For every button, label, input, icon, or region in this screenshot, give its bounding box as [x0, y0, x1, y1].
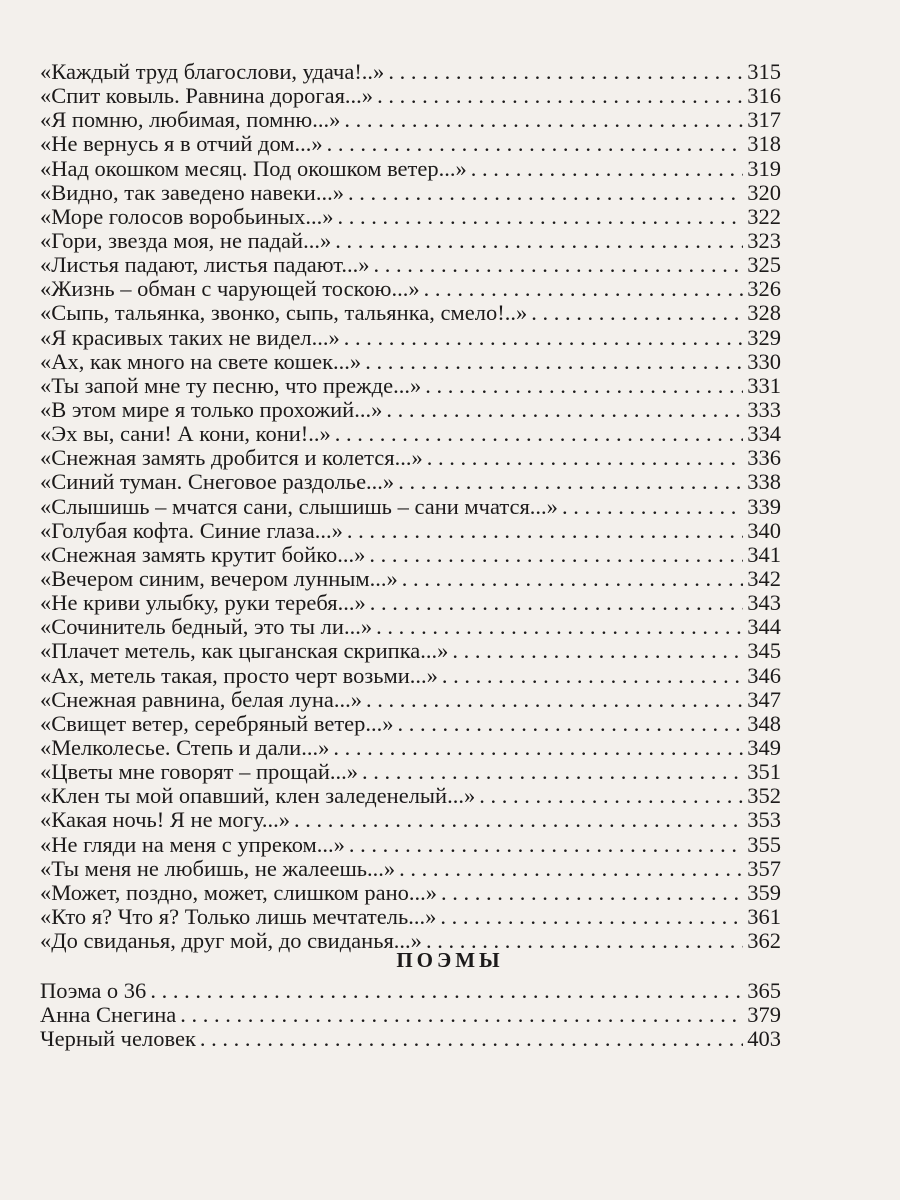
- page-number: 328: [747, 300, 781, 326]
- toc-entry: [40, 229, 781, 253]
- dot-leader: [398, 712, 744, 736]
- page-number: 315: [747, 59, 781, 84]
- page-number: 345: [747, 638, 781, 664]
- dot-leader: [369, 543, 743, 567]
- toc-entry: [40, 470, 781, 494]
- entry-title: «Ты меня не любишь, не жалеешь...»: [40, 855, 396, 881]
- dot-leader: [365, 350, 743, 374]
- toc-entry: [40, 881, 781, 905]
- dot-leader: [376, 615, 743, 639]
- table-of-contents: [40, 60, 781, 953]
- entry-title: «Над окошком месяц. Под окошком ветер...»: [40, 155, 467, 181]
- entry-title: «Жизнь – обман с чарующей тоскою...»: [40, 276, 420, 302]
- toc-entry: [40, 760, 781, 784]
- toc-entry: [40, 84, 781, 108]
- page-number: 339: [747, 493, 781, 519]
- page-number: 351: [747, 759, 781, 785]
- entry-title: «Я помню, любимая, помню...»: [40, 107, 341, 133]
- dot-leader: [441, 881, 743, 905]
- dot-leader: [335, 229, 743, 253]
- page-number: 336: [747, 445, 781, 471]
- dot-leader: [398, 470, 743, 494]
- dot-leader: [200, 1027, 743, 1051]
- dot-leader: [562, 495, 743, 519]
- toc-entry: [40, 157, 781, 181]
- entry-title: «Может, поздно, может, слишком рано...»: [40, 879, 438, 905]
- page-number: 317: [747, 107, 781, 133]
- toc-entry: [40, 712, 781, 736]
- page-number: 318: [747, 131, 781, 157]
- page-number: 330: [747, 348, 781, 374]
- entry-title: «Каждый труд благослови, удача!..»: [40, 59, 385, 84]
- entry-title: «Снежная замять дробится и колется...»: [40, 445, 423, 471]
- dot-leader: [366, 688, 743, 712]
- toc-entry: [40, 591, 781, 615]
- entry-title: «Какая ночь! Я не могу...»: [40, 807, 291, 833]
- entry-title: «Голубая кофта. Синие глаза...»: [40, 517, 343, 543]
- dot-leader: [335, 422, 743, 446]
- dot-leader: [425, 374, 743, 398]
- dot-leader: [337, 205, 743, 229]
- page-number: 319: [747, 155, 781, 181]
- toc-entry: [40, 567, 781, 591]
- dot-leader: [402, 567, 744, 591]
- page-number: 341: [747, 541, 781, 567]
- entry-title: «Мелколесье. Степь и дали...»: [40, 734, 330, 760]
- dot-leader: [479, 784, 743, 808]
- toc-entry: [40, 688, 781, 712]
- toc-entry: [40, 857, 781, 881]
- toc-entry: [40, 398, 781, 422]
- page-number: 333: [747, 396, 781, 422]
- page-number: 344: [747, 614, 781, 640]
- dot-leader: [333, 736, 743, 760]
- page-number: 326: [747, 276, 781, 302]
- entry-title: «Свищет ветер, серебряный ветер...»: [40, 710, 394, 736]
- dot-leader: [294, 808, 743, 832]
- entry-title: «Кто я? Что я? Только лишь мечтатель...»: [40, 903, 437, 929]
- dot-leader: [349, 833, 743, 857]
- entry-title: «Видно, так заведено навеки...»: [40, 179, 344, 205]
- toc-entry: [40, 277, 781, 301]
- page-number: 347: [747, 686, 781, 712]
- page-number: 342: [747, 565, 781, 591]
- toc-entry: [40, 1003, 781, 1027]
- toc-entry: [40, 736, 781, 760]
- entry-title: «Я красивых таких не видел...»: [40, 324, 340, 350]
- entry-title: «Сочинитель бедный, это ты ли...»: [40, 614, 373, 640]
- dot-leader: [347, 519, 743, 543]
- toc-entry: [40, 519, 781, 543]
- page-number: 359: [747, 879, 781, 905]
- toc-entry: [40, 60, 781, 84]
- entry-title: «В этом мире я только прохожий...»: [40, 396, 383, 422]
- page-number: 334: [747, 421, 781, 447]
- page-number: 403: [747, 1026, 781, 1052]
- toc-entry: [40, 979, 781, 1003]
- dot-leader: [388, 60, 743, 84]
- dot-leader: [531, 301, 743, 325]
- page-number: 357: [747, 855, 781, 881]
- toc-entry: [40, 253, 781, 277]
- entry-title: «Ты запой мне ту песню, что прежде...»: [40, 372, 422, 398]
- entry-title: «Вечером синим, вечером лунным...»: [40, 565, 398, 591]
- entry-title: «До свиданья, друг мой, до свиданья...»: [40, 928, 422, 954]
- toc-entry: [40, 132, 781, 156]
- page-number: 353: [747, 807, 781, 833]
- page-number: 349: [747, 734, 781, 760]
- poems-list: [40, 979, 781, 1051]
- page-number: 323: [747, 227, 781, 253]
- page-number: 348: [747, 710, 781, 736]
- entry-title: «Море голосов воробьиных...»: [40, 203, 334, 229]
- entry-title: «Не вернусь я в отчий дом...»: [40, 131, 323, 157]
- page-number: 355: [747, 831, 781, 857]
- dot-leader: [424, 277, 744, 301]
- entry-title: «Клен ты мой опавший, клен заледенелый...»: [40, 783, 476, 809]
- toc-entry: [40, 108, 781, 132]
- entry-title: «Снежная равнина, белая луна...»: [40, 686, 363, 712]
- dot-leader: [440, 905, 743, 929]
- dot-leader: [471, 157, 744, 181]
- toc-entry: [40, 181, 781, 205]
- entry-title: Черный человек: [40, 1026, 196, 1052]
- toc-entry: [40, 326, 781, 350]
- dot-leader: [327, 132, 744, 156]
- dot-leader: [348, 181, 743, 205]
- toc-entry: [40, 784, 781, 808]
- entry-title: «Сыпь, тальянка, звонко, сыпь, тальянка, смело!..»: [40, 300, 528, 326]
- page-number: 325: [747, 252, 781, 278]
- toc-entry: [40, 446, 781, 470]
- entry-title: «Не криви улыбку, руки теребя...»: [40, 590, 366, 616]
- entry-title: «Цветы мне говорят – прощай...»: [40, 759, 359, 785]
- toc-entry: [40, 615, 781, 639]
- toc-entry: [40, 422, 781, 446]
- page-number: 346: [747, 662, 781, 688]
- page-number: 343: [747, 590, 781, 616]
- entry-title: «Плачет метель, как цыганская скрипка...»: [40, 638, 449, 664]
- entry-title: «Синий туман. Снеговое раздолье...»: [40, 469, 395, 495]
- toc-entry: [40, 905, 781, 929]
- toc-entry: [40, 808, 781, 832]
- toc-entry: [40, 495, 781, 519]
- page-number: 352: [747, 783, 781, 809]
- entry-title: «Ах, метель такая, просто черт возьми...»: [40, 662, 438, 688]
- entry-title: Анна Снегина: [40, 1002, 177, 1028]
- dot-leader: [344, 108, 743, 132]
- dot-leader: [150, 979, 743, 1003]
- page-number: 320: [747, 179, 781, 205]
- dot-leader: [374, 253, 744, 277]
- dot-leader: [362, 760, 743, 784]
- toc-entry: [40, 543, 781, 567]
- toc-entry: [40, 833, 781, 857]
- dot-leader: [399, 857, 743, 881]
- page-number: 361: [747, 903, 781, 929]
- dot-leader: [344, 326, 744, 350]
- dot-leader: [386, 398, 743, 422]
- dot-leader: [370, 591, 743, 615]
- entry-title: «Листья падают, листья падают...»: [40, 252, 370, 278]
- entry-title: «Гори, звезда моя, не падай...»: [40, 227, 332, 253]
- page-number: 340: [747, 517, 781, 543]
- page-number: 329: [747, 324, 781, 350]
- toc-entry: [40, 301, 781, 325]
- section-heading-poems: ПОЭМЫ: [396, 948, 504, 972]
- dot-leader: [452, 639, 743, 663]
- dot-leader: [377, 84, 743, 108]
- entry-title: «Слышишь – мчатся сани, слышишь – сани мчатся...»: [40, 493, 558, 519]
- page-number: 331: [747, 372, 781, 398]
- page-number: 322: [747, 203, 781, 229]
- entry-title: Поэма о 36: [40, 978, 147, 1003]
- toc-entry: [40, 350, 781, 374]
- toc-entry: [40, 664, 781, 688]
- page-number: 338: [747, 469, 781, 495]
- page-number: 365: [747, 978, 781, 1003]
- entry-title: «Спит ковыль. Равнина дорогая...»: [40, 83, 374, 109]
- toc-entry: [40, 1027, 781, 1051]
- toc-entry: [40, 205, 781, 229]
- entry-title: «Ах, как много на свете кошек...»: [40, 348, 362, 374]
- dot-leader: [180, 1003, 743, 1027]
- entry-title: «Эх вы, сани! А кони, кони!..»: [40, 421, 331, 447]
- entry-title: «Не гляди на меня с упреком...»: [40, 831, 345, 857]
- dot-leader: [427, 446, 744, 470]
- page-number: 362: [747, 928, 781, 954]
- dot-leader: [442, 664, 743, 688]
- entry-title: «Снежная замять крутит бойко...»: [40, 541, 366, 567]
- page-number: 316: [747, 83, 781, 109]
- toc-entry: [40, 374, 781, 398]
- page-number: 379: [747, 1002, 781, 1028]
- toc-entry: [40, 639, 781, 663]
